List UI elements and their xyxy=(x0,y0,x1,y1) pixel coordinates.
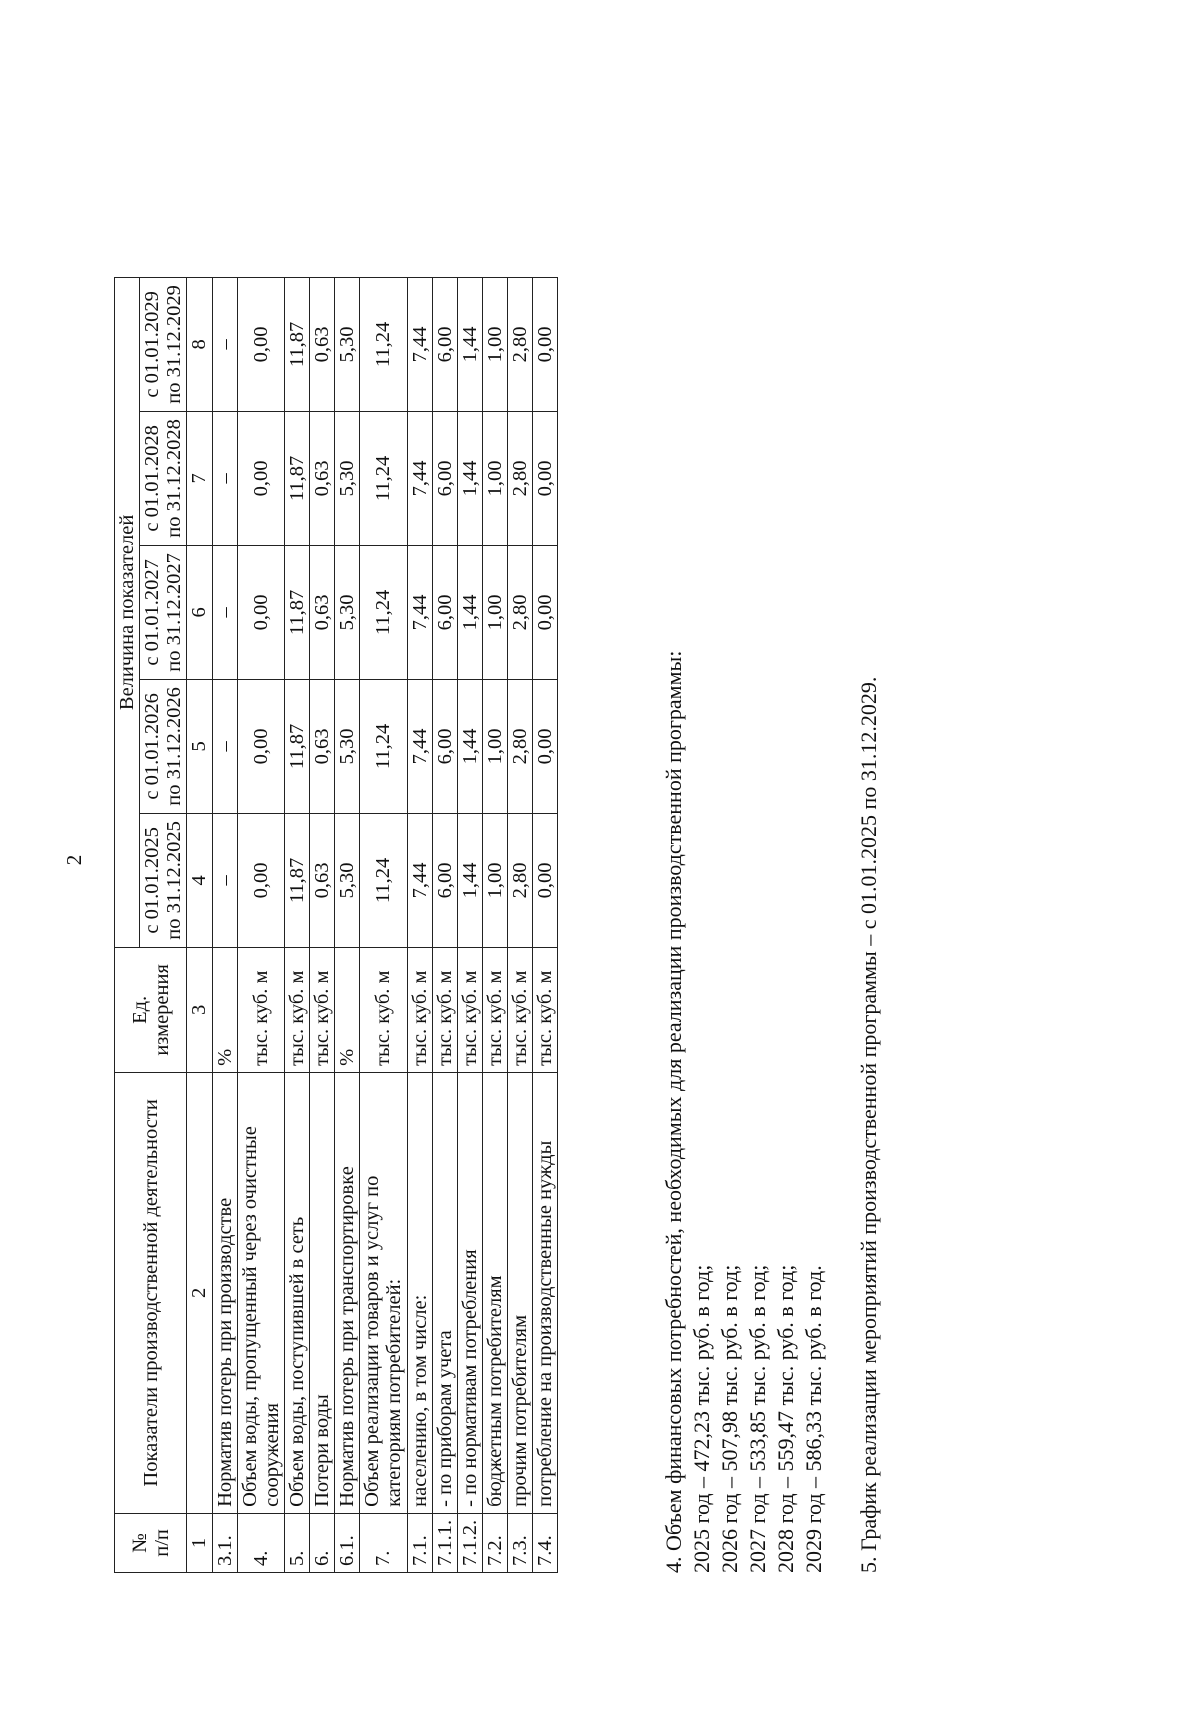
schedule-statement: 5. График реализации мероприятий производственной программы – с 01.01.2025 по 31.12.2029. xyxy=(856,676,881,1573)
table-row xyxy=(457,277,482,1572)
financial-needs-line: 2025 год – 472,23 тыс. руб. в год; xyxy=(689,1264,714,1573)
table-row xyxy=(237,277,284,1572)
indicators-table-container xyxy=(114,277,558,1573)
header-period: с 01.01.2025 по 31.12.2025 xyxy=(140,813,187,947)
row-value-cell: 5,30 xyxy=(335,545,360,679)
row-unit-cell: тыс. куб. м xyxy=(360,947,407,1072)
row-number-cell: 7.1.1. xyxy=(432,1513,457,1572)
row-value-cell: – xyxy=(212,277,237,411)
table-row xyxy=(310,277,335,1572)
row-value-cell: 11,87 xyxy=(284,411,309,545)
row-value-cell: 0,00 xyxy=(237,545,284,679)
header-no: № п/п xyxy=(115,1513,187,1572)
row-value-cell: 6,00 xyxy=(432,277,457,411)
table-row xyxy=(432,277,457,1572)
financial-needs-heading: 4. Объем финансовых потребностей, необходимых для реализации производственной программы: xyxy=(661,650,686,1573)
indicators-table xyxy=(114,277,558,1573)
financial-needs-line: 2028 год – 559,47 тыс. руб. в год; xyxy=(773,1264,798,1573)
row-value-cell: 1,00 xyxy=(482,411,507,545)
row-value-cell: 0,63 xyxy=(310,411,335,545)
row-value-cell: 5,30 xyxy=(335,277,360,411)
row-name-cell: - по приборам учета xyxy=(432,1072,457,1513)
financial-needs-line: 2029 год – 586,33 тыс. руб. в год. xyxy=(801,1265,826,1573)
row-value-cell: – xyxy=(212,813,237,947)
column-number: 4 xyxy=(187,813,212,947)
row-value-cell: 0,00 xyxy=(237,813,284,947)
row-value-cell: 2,80 xyxy=(508,679,533,813)
row-unit-cell: тыс. куб. м xyxy=(508,947,533,1072)
row-name-cell: бюджетным потребителям xyxy=(482,1072,507,1513)
row-value-cell: 0,63 xyxy=(310,813,335,947)
row-unit-cell: тыс. куб. м xyxy=(310,947,335,1072)
row-name-cell: Объем реализации товаров и услуг по категориям потребителей: xyxy=(360,1072,407,1513)
row-value-cell: 1,44 xyxy=(457,411,482,545)
row-value-cell: 6,00 xyxy=(432,679,457,813)
table-row xyxy=(335,277,360,1572)
row-number-cell: 6. xyxy=(310,1513,335,1572)
header-name: Показатели производственной деятельности xyxy=(115,1072,187,1513)
row-value-cell: 7,44 xyxy=(407,277,432,411)
row-value-cell: 7,44 xyxy=(407,545,432,679)
column-number: 7 xyxy=(187,411,212,545)
row-number-cell: 7.4. xyxy=(533,1513,558,1572)
table-row xyxy=(533,277,558,1572)
row-value-cell: 1,00 xyxy=(482,545,507,679)
column-number: 5 xyxy=(187,679,212,813)
row-value-cell: 0,00 xyxy=(533,411,558,545)
row-value-cell: 0,00 xyxy=(237,411,284,545)
row-value-cell: 1,44 xyxy=(457,545,482,679)
row-value-cell: 0,00 xyxy=(533,679,558,813)
table-row xyxy=(482,277,507,1572)
row-value-cell: 0,00 xyxy=(533,545,558,679)
table-row xyxy=(360,277,407,1572)
row-value-cell: 5,30 xyxy=(335,411,360,545)
row-value-cell: 0,00 xyxy=(533,813,558,947)
row-unit-cell: тыс. куб. м xyxy=(457,947,482,1072)
header-period: с 01.01.2029 по 31.12.2029 xyxy=(140,277,187,411)
row-number-cell: 6.1. xyxy=(335,1513,360,1572)
page-number: 2 xyxy=(62,854,86,866)
column-number: 1 xyxy=(187,1513,212,1572)
row-unit-cell: % xyxy=(212,947,237,1072)
row-unit-cell: тыс. куб. м xyxy=(432,947,457,1072)
row-value-cell: 11,87 xyxy=(284,813,309,947)
financial-needs-section xyxy=(660,123,828,1573)
row-name-cell: потребление на производственные нужды xyxy=(533,1072,558,1513)
row-value-cell: 6,00 xyxy=(432,813,457,947)
table-row xyxy=(212,277,237,1572)
row-number-cell: 7.1. xyxy=(407,1513,432,1572)
row-value-cell: 0,00 xyxy=(237,679,284,813)
row-value-cell: 11,24 xyxy=(360,277,407,411)
row-name-cell: прочим потребителям xyxy=(508,1072,533,1513)
row-name-cell: - по нормативам потребления xyxy=(457,1072,482,1513)
header-values-group: Величина показателей xyxy=(115,277,140,947)
row-name-cell: Норматив потерь при производстве xyxy=(212,1072,237,1513)
row-value-cell: 7,44 xyxy=(407,813,432,947)
row-value-cell: 11,87 xyxy=(284,277,309,411)
row-value-cell: 2,80 xyxy=(508,411,533,545)
row-number-cell: 7.2. xyxy=(482,1513,507,1572)
header-unit: Ед. измерения xyxy=(115,947,187,1072)
row-name-cell: Объем воды, пропущенный через очистные сооружения xyxy=(237,1072,284,1513)
row-unit-cell: тыс. куб. м xyxy=(284,947,309,1072)
row-value-cell: 1,44 xyxy=(457,813,482,947)
row-value-cell: 11,87 xyxy=(284,545,309,679)
row-value-cell: 5,30 xyxy=(335,813,360,947)
row-value-cell: 1,00 xyxy=(482,277,507,411)
row-value-cell: 1,00 xyxy=(482,813,507,947)
row-unit-cell: тыс. куб. м xyxy=(407,947,432,1072)
row-value-cell: 7,44 xyxy=(407,411,432,545)
row-value-cell: 1,44 xyxy=(457,679,482,813)
header-period: с 01.01.2027 по 31.12.2027 xyxy=(140,545,187,679)
header-period: с 01.01.2028 по 31.12.2028 xyxy=(140,411,187,545)
row-value-cell: 11,24 xyxy=(360,813,407,947)
row-value-cell: 6,00 xyxy=(432,545,457,679)
row-value-cell: 1,00 xyxy=(482,679,507,813)
row-value-cell: 11,87 xyxy=(284,679,309,813)
row-value-cell: 0,63 xyxy=(310,679,335,813)
row-value-cell: – xyxy=(212,411,237,545)
financial-needs-line: 2027 год – 533,85 тыс. руб. в год; xyxy=(745,1264,770,1573)
header-period: с 01.01.2026 по 31.12.2026 xyxy=(140,679,187,813)
row-value-cell: 7,44 xyxy=(407,679,432,813)
row-value-cell: 2,80 xyxy=(508,277,533,411)
table-row xyxy=(508,277,533,1572)
row-name-cell: Норматив потерь при транспортировке xyxy=(335,1072,360,1513)
row-value-cell: 11,24 xyxy=(360,679,407,813)
table-row xyxy=(407,277,432,1572)
column-number: 8 xyxy=(187,277,212,411)
row-unit-cell: % xyxy=(335,947,360,1072)
row-value-cell: 6,00 xyxy=(432,411,457,545)
row-number-cell: 4. xyxy=(237,1513,284,1572)
row-value-cell: 2,80 xyxy=(508,545,533,679)
row-value-cell: 0,00 xyxy=(533,277,558,411)
row-value-cell: – xyxy=(212,679,237,813)
row-name-cell: населению, в том числе: xyxy=(407,1072,432,1513)
row-value-cell: 11,24 xyxy=(360,545,407,679)
row-value-cell: 1,44 xyxy=(457,277,482,411)
row-unit-cell: тыс. куб. м xyxy=(482,947,507,1072)
row-value-cell: 5,30 xyxy=(335,679,360,813)
financial-needs-line: 2026 год – 507,98 тыс. руб. в год; xyxy=(717,1264,742,1573)
column-number: 6 xyxy=(187,545,212,679)
row-number-cell: 7. xyxy=(360,1513,407,1572)
row-name-cell: Объем воды, поступившей в сеть xyxy=(284,1072,309,1513)
row-number-cell: 7.3. xyxy=(508,1513,533,1572)
table-row xyxy=(284,277,309,1572)
row-number-cell: 5. xyxy=(284,1513,309,1572)
row-value-cell: 2,80 xyxy=(508,813,533,947)
row-value-cell: 0,00 xyxy=(237,277,284,411)
row-number-cell: 3.1. xyxy=(212,1513,237,1572)
row-value-cell: – xyxy=(212,545,237,679)
row-value-cell: 0,63 xyxy=(310,545,335,679)
row-name-cell: Потери воды xyxy=(310,1072,335,1513)
row-unit-cell: тыс. куб. м xyxy=(533,947,558,1072)
row-unit-cell: тыс. куб. м xyxy=(237,947,284,1072)
column-number: 2 xyxy=(187,1072,212,1513)
row-value-cell: 11,24 xyxy=(360,411,407,545)
column-number: 3 xyxy=(187,947,212,1072)
row-value-cell: 0,63 xyxy=(310,277,335,411)
row-number-cell: 7.1.2. xyxy=(457,1513,482,1572)
